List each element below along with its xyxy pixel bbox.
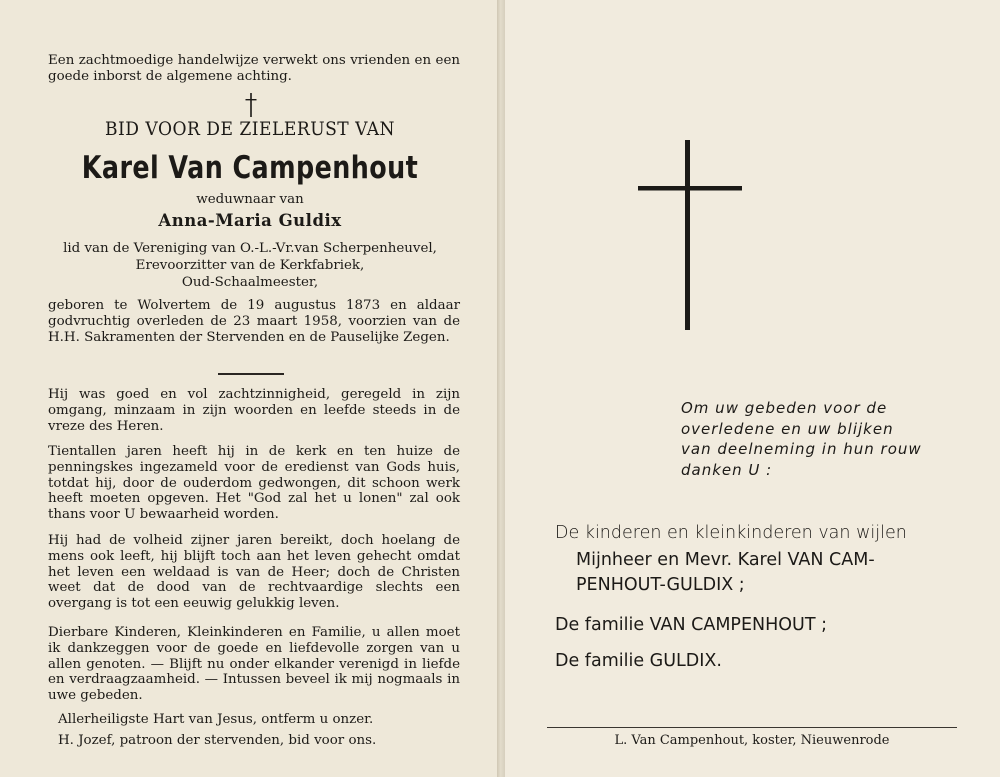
text-paragraph: Tientallen jaren heeft hij in de kerk en ten huize de penningskes ingezameld voor de eredienst van Gods huis, totdat hij, door de ouderdom gedwongen, dit schoon werk heeft moeten opgeven. Het "God zal het u lonen" zal ook thans voor U bewaarheid worden. xyxy=(48,444,460,523)
closing-prayer: H. Jozef, patroon der stervenden, bid voor ons. xyxy=(58,733,377,748)
card-fold xyxy=(497,0,505,777)
children-line: PENHOUT-GULDIX ; xyxy=(576,575,745,595)
children-line: De kinderen en kleinkinderen van wijlen xyxy=(555,523,907,543)
printer-credit: L. Van Campenhout, koster, Nieuwenrode xyxy=(614,733,890,748)
text-paragraph: Hij had de volheid zijner jaren bereikt, doch hoelang de mens ook leeft, hij blijft toch aan het leven gehecht omdat het leven een weldaad is van de Heer; doch de Christen weet dat de dood van de rechtvaardige slechts een overgang is tot een eeuwig gelukkig leven. xyxy=(48,533,460,612)
small-cross-icon xyxy=(244,92,258,118)
role-line: lid van de Vereniging van O.-L.-Vr.van Scherpenheuvel, xyxy=(63,241,437,256)
closing-prayer: Allerheiligste Hart van Jesus, ontferm u onzer. xyxy=(58,712,374,727)
deceased-name: Karel Van Campenhout xyxy=(81,150,419,186)
thanks-message: Om uw gebeden voor de overledene en uw blijken van deelneming in hun rouw danken U : xyxy=(681,399,922,479)
intro-quote: Een zachtmoedige handelwijze verwekt ons vrienden en een goede inborst de algemene achting. xyxy=(48,53,460,84)
family-line: De familie GULDIX. xyxy=(555,651,722,671)
family-line: De familie VAN CAMPENHOUT ; xyxy=(555,615,828,635)
role-line: Erevoorzitter van de Kerkfabriek, xyxy=(135,258,365,273)
role-line: Oud-Schaalmeester, xyxy=(181,275,319,290)
widower-label: weduwnaar van xyxy=(196,192,304,207)
footer-divider xyxy=(547,727,957,728)
text-paragraph: Hij was goed en vol zachtzinnigheid, geregeld in zijn omgang, minzaam in zijn woorden en leefde steeds in de vreze des Heren. xyxy=(48,387,460,434)
spouse-name: Anna-Maria Guldix xyxy=(158,211,342,230)
large-cross-icon xyxy=(638,140,742,330)
text-paragraph: Dierbare Kinderen, Kleinkinderen en Familie, u allen moet ik dankzeggen voor de goede en liefdevolle zorgen van u allen genoten. — Blijft nu onder elkander verenigd in liefde en verdraagzaamheid. — Intussen beveel ik mij nogmaals in uwe gebeden. xyxy=(48,625,460,704)
birth-death-paragraph: geboren te Wolvertem de 19 augustus 1873 en aldaar godvruchtig overleden de 23 maart 1958, voorzien van de H.H. Sakramenten der Stervenden en de Pauselijke Zegen. xyxy=(48,298,460,345)
children-line: Mijnheer en Mevr. Karel VAN CAM- xyxy=(576,550,875,570)
left-card-panel xyxy=(0,0,497,777)
prayer-heading: BID VOOR DE ZIELERUST VAN xyxy=(104,118,395,140)
divider xyxy=(218,373,284,375)
